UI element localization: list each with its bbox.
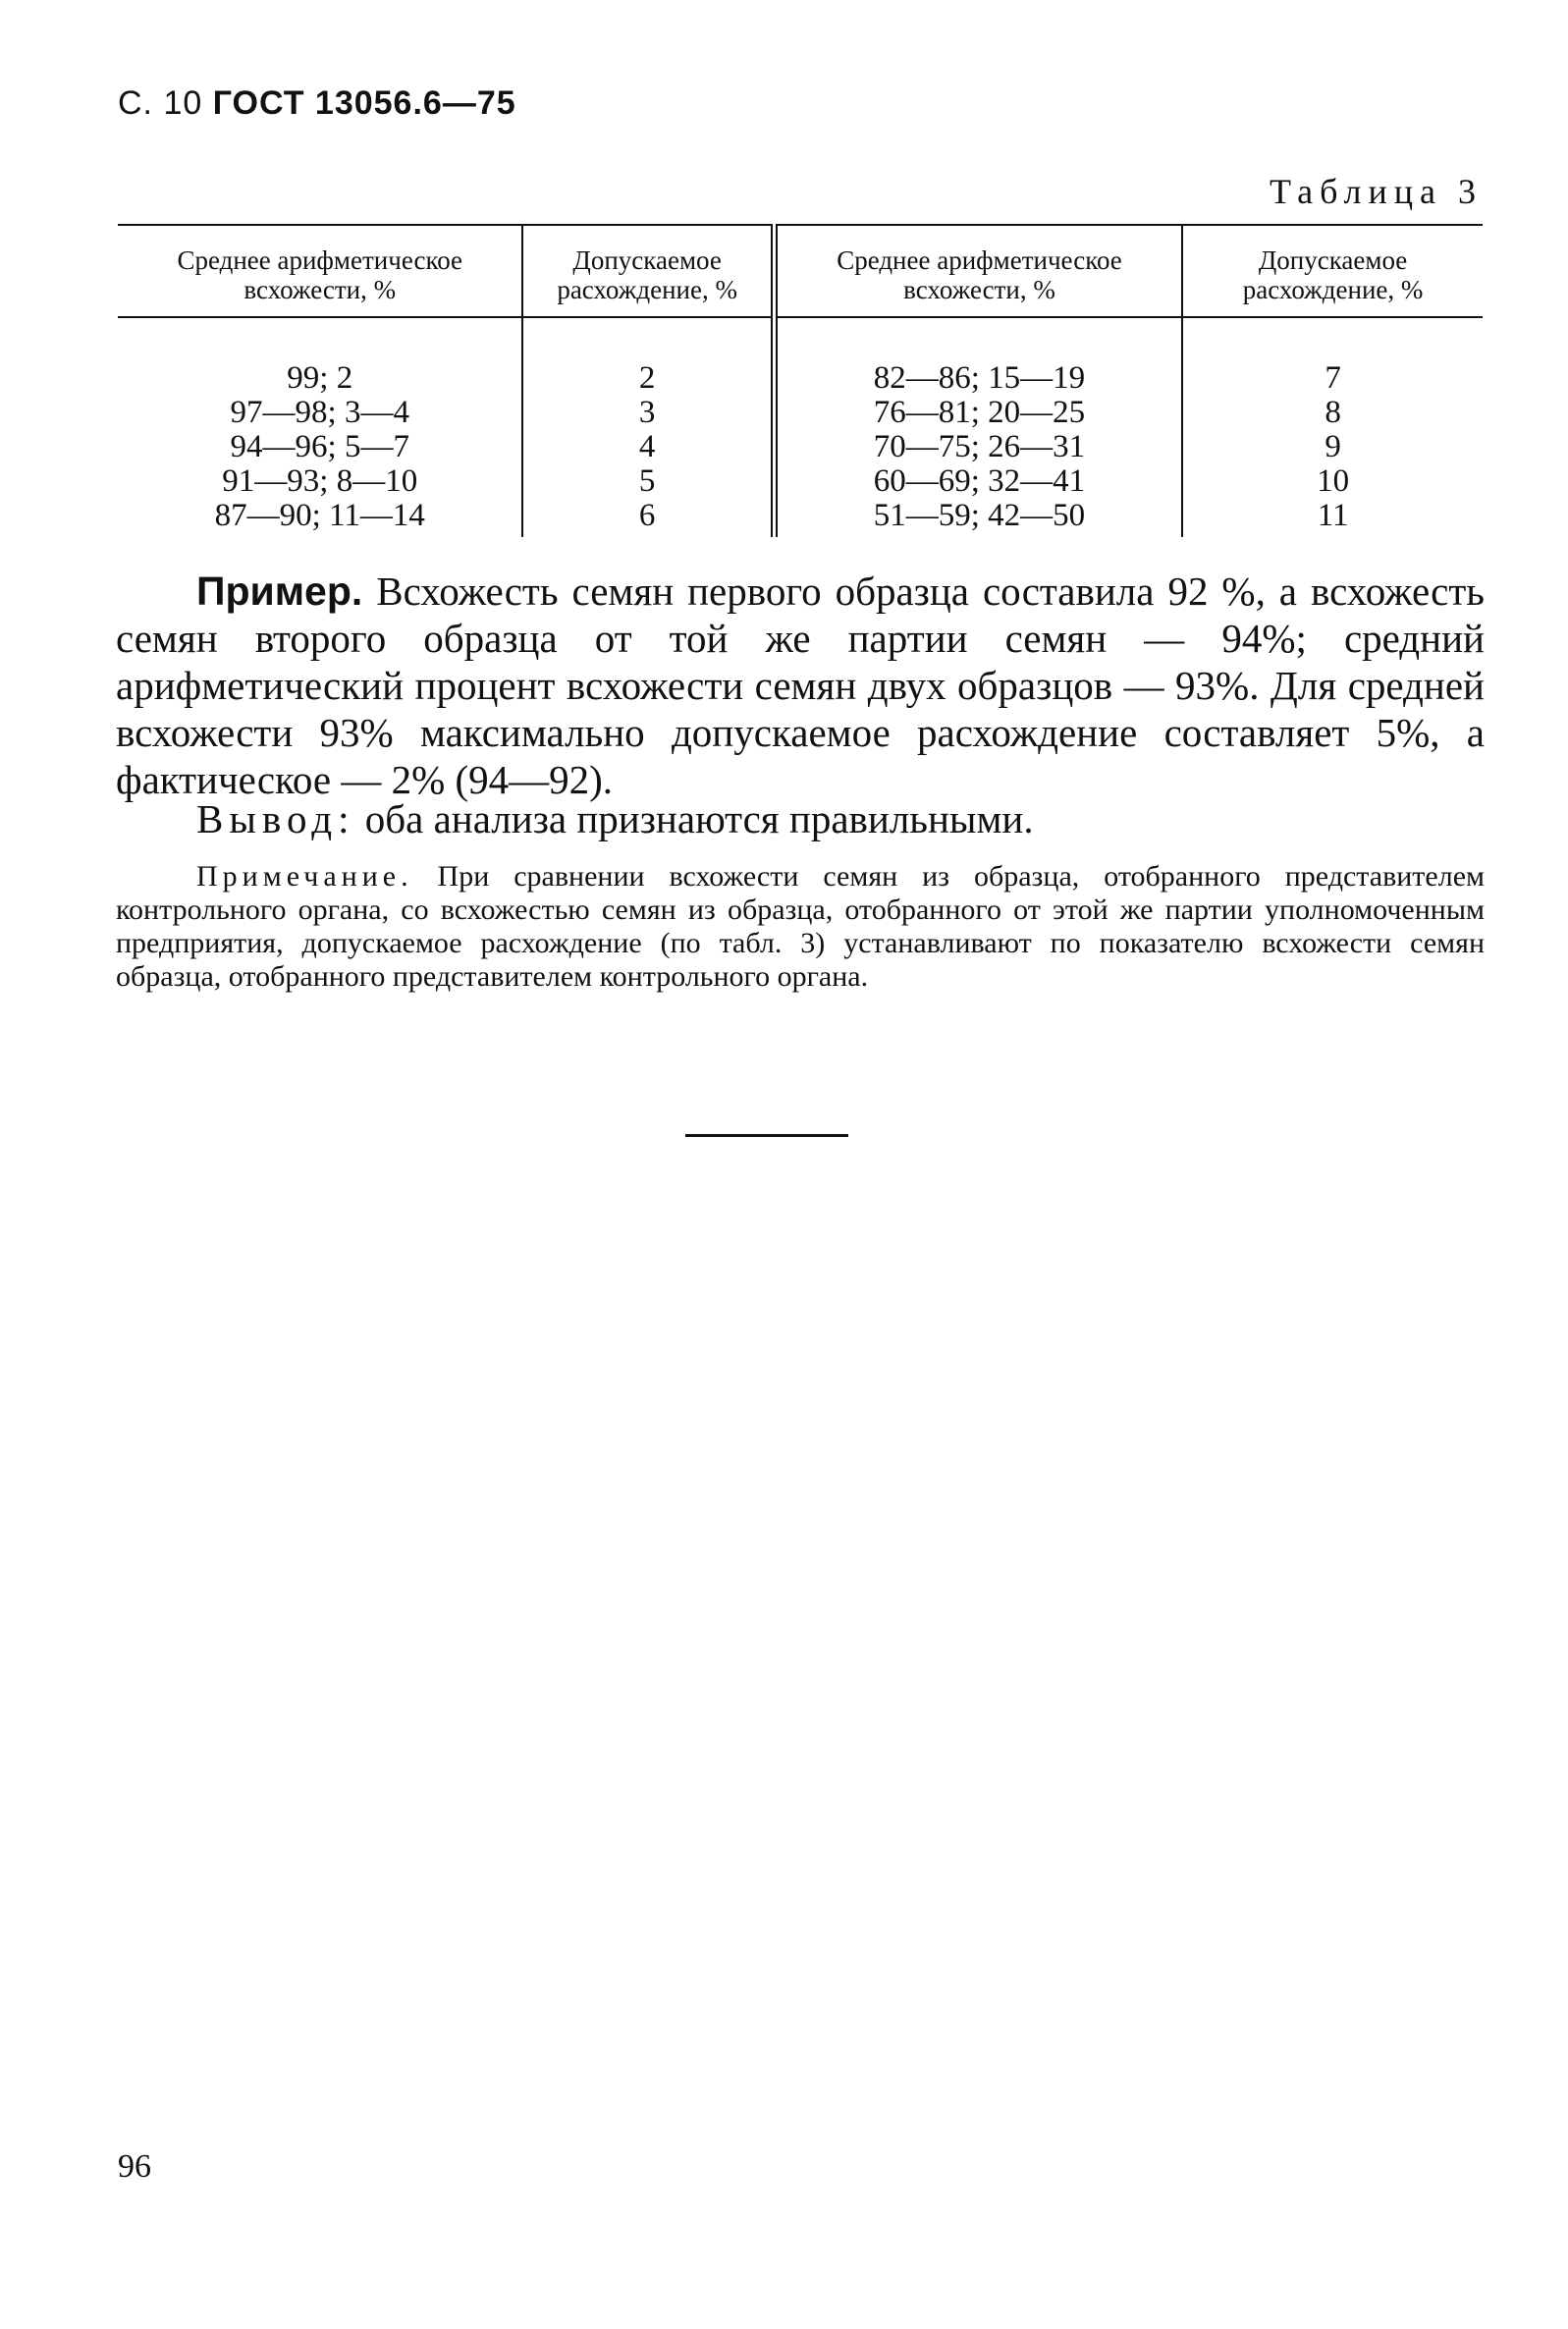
- table-cell: 8: [1325, 395, 1341, 430]
- conclusion-paragraph: [116, 795, 1485, 842]
- example-label: Пример.: [196, 569, 363, 614]
- table-cell: 4: [638, 429, 656, 464]
- note-paragraph: [116, 860, 1485, 994]
- table-cell: 11: [1317, 498, 1349, 533]
- page-header: [118, 84, 516, 123]
- tolerance-values-column-1: [522, 317, 774, 537]
- table-body-row: [118, 317, 1483, 537]
- note-label: Примечание.: [196, 860, 413, 893]
- example-text: Всхожесть семян первого образца составила 92 %, а всхожесть семян второго образца от той же партии семян — 94%; средний арифметический процент всхожести семян двух образцов — 93%. Для средней всхожести 93% максимально допускаемое расхождение составляет 5%, а фактическое — 2% (94—92).: [116, 569, 1485, 802]
- table-cell: 97—98; 3—4: [230, 395, 409, 430]
- table-cell: 51—59; 42—50: [873, 498, 1086, 533]
- table-header-row: [118, 225, 1483, 317]
- column-header-tolerance-1: Допускаемое расхождение, %: [522, 225, 774, 317]
- mean-values-column-1: [118, 317, 522, 537]
- column-header-mean-2: Среднее арифметическое всхожести, %: [774, 225, 1182, 317]
- page-label: С. 10: [118, 84, 203, 122]
- table-cell: 87—90; 11—14: [214, 498, 425, 533]
- table-cell: 76—81; 20—25: [873, 395, 1086, 430]
- conclusion-text: оба анализа признаются правильными.: [354, 796, 1034, 841]
- example-paragraph: [116, 568, 1485, 803]
- column-header-mean-1: Среднее арифметическое всхожести, %: [118, 225, 522, 317]
- table-cell: 6: [638, 498, 656, 533]
- table-cell: 94—96; 5—7: [230, 429, 409, 464]
- tolerance-values-column-2: [1182, 317, 1483, 537]
- table-cell: 91—93; 8—10: [222, 463, 418, 499]
- tolerance-table: [118, 224, 1483, 537]
- standard-number: ГОСТ 13056.6—75: [212, 84, 516, 122]
- table-cell: 60—69; 32—41: [873, 463, 1086, 499]
- mean-values-column-2: [774, 317, 1182, 537]
- table-cell: 5: [638, 463, 656, 499]
- table-cell: 9: [1325, 429, 1341, 464]
- note-text: При сравнении всхожести семян из образца, отобранного представителем контрольного органа, со всхожестью семян из образца, отобранного от этой же партии уполномоченным предприятия, допускаемое расхождение (по табл. 3) устанавливают по показателю всхожести семян образца, отобранного представителем контрольного органа.: [116, 860, 1485, 993]
- section-divider: [685, 1134, 848, 1137]
- table-cell: 2: [638, 360, 656, 396]
- column-header-tolerance-2: Допускаемое расхождение, %: [1182, 225, 1483, 317]
- page-number: 96: [118, 2148, 151, 2185]
- table-cell: 3: [638, 395, 656, 430]
- table-cell: 70—75; 26—31: [873, 429, 1086, 464]
- table-cell: 10: [1317, 463, 1350, 499]
- table-cell: 99; 2: [287, 360, 353, 396]
- table-cell: 82—86; 15—19: [873, 360, 1086, 396]
- conclusion-label: Вывод:: [196, 796, 355, 841]
- table-caption: Таблица 3: [1270, 172, 1483, 211]
- table-cell: 7: [1325, 360, 1341, 396]
